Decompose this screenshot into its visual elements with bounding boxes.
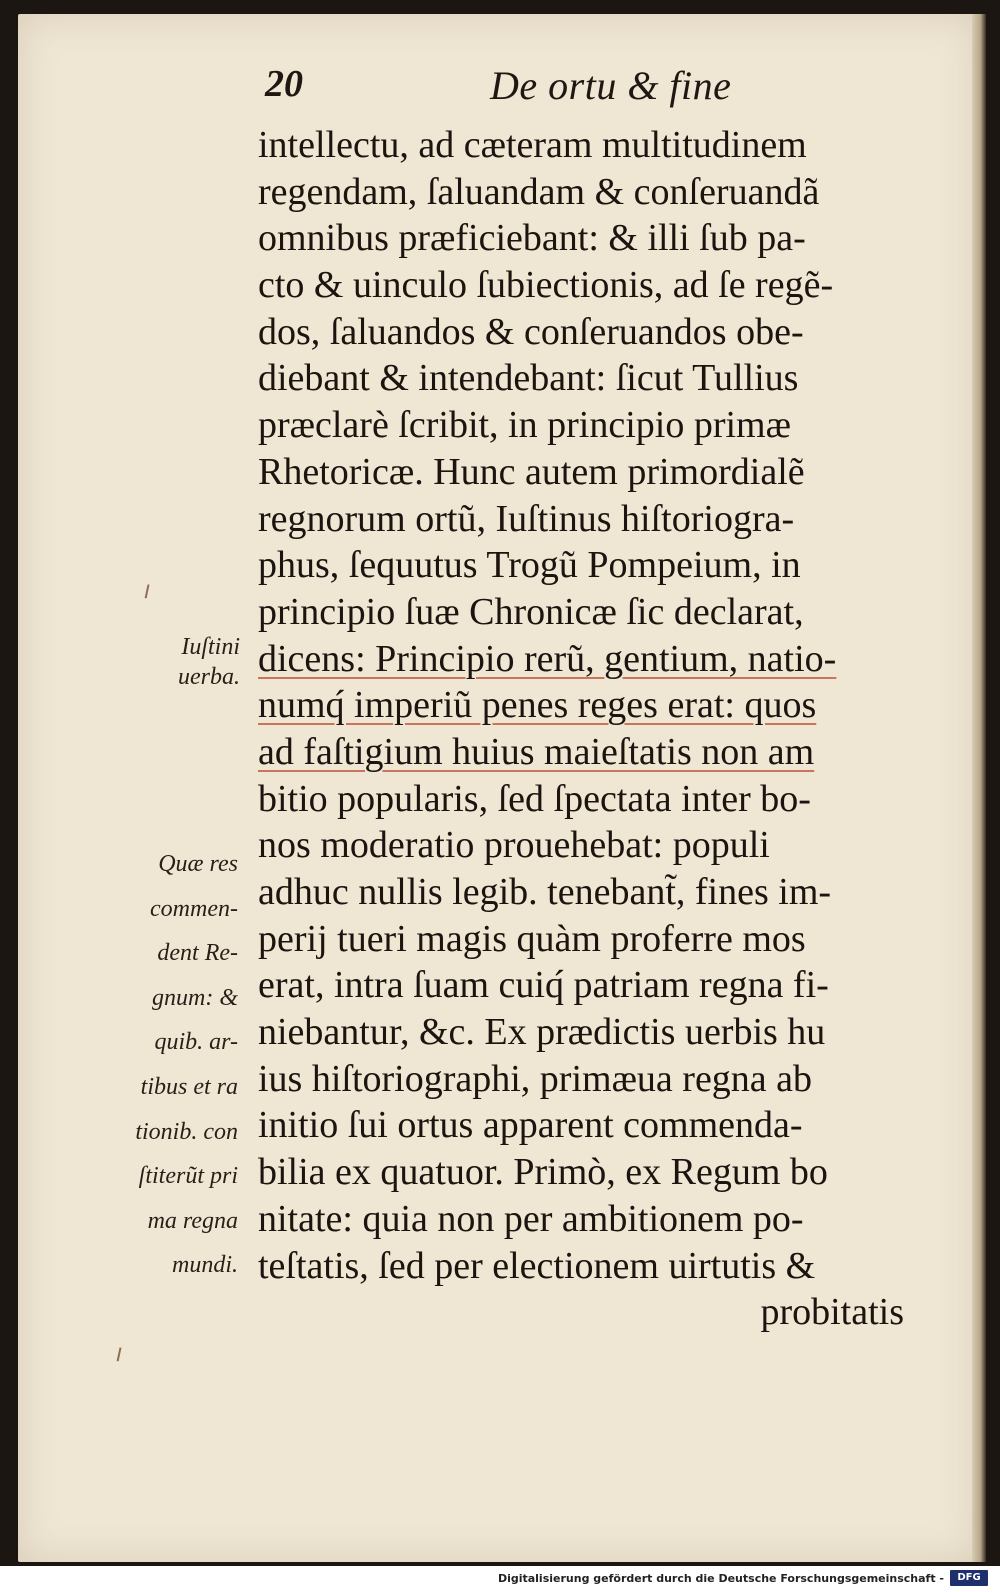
text-line-underlined: numq́ imperiũ penes reges erat: quos: [258, 684, 817, 727]
text-line: adhuc nullis legib. tenebant̃, fines im-: [258, 871, 832, 913]
catchword: probitatis: [760, 1291, 904, 1334]
footer-credit: Digitalisierung gefördert durch die Deutsche Forschungsgemeinschaft -: [497, 1572, 944, 1585]
text-line: regendam, ſaluandam & conſeruandã: [258, 170, 820, 213]
page-edge: [972, 14, 986, 1562]
text-line-underlined: dicens: Principio rerũ, gentium, natio-: [258, 637, 837, 680]
running-head: [265, 62, 865, 118]
text-line: nitate: quia non per ambitionem po-: [258, 1197, 804, 1240]
text-line: intellectu, ad cæteram multitudinem: [258, 124, 807, 166]
text-line: omnibus præficiebant: & illi ſub pa-: [258, 217, 806, 260]
marginal-note-line: tionib. con: [135, 1118, 238, 1145]
marginal-note-line: ma regna: [147, 1207, 238, 1234]
dfg-logo: DFG: [950, 1570, 988, 1586]
marginal-note-line: Iuſtini: [181, 634, 240, 660]
marginal-note-line: mundi.: [172, 1252, 238, 1279]
text-line: ius hiſtoriographi, primæua regna ab: [258, 1057, 813, 1100]
text-line: niebantur, &c. Ex prædictis uerbis hu: [258, 1011, 826, 1054]
text-line: regnorum ortũ, Iuſtinus hiſtoriogra-: [258, 497, 795, 540]
text-line: teſtatis, ſed per electionem uirtutis &: [258, 1244, 816, 1287]
text-line: phus, ſequutus Trogũ Pompeium, in: [258, 544, 801, 587]
marginal-note-line: tibus et ra: [140, 1073, 238, 1100]
text-line: erat, intra ſuam cuiq́ patriam regna fi-: [258, 964, 829, 1007]
text-line: Rhetoricæ. Hunc autem primordialẽ: [258, 450, 805, 493]
marginal-note-line: quib. ar-: [154, 1029, 238, 1056]
text-line: dos, ſaluandos & conſeruandos obe-: [258, 310, 804, 353]
marginal-note-line: dent Re-: [157, 940, 238, 967]
text-line: cto & uinculo ſubiectionis, ad ſe regẽ-: [258, 264, 834, 307]
marginal-note-line: Quæ res: [158, 851, 238, 877]
text-line: initio ſui ortus apparent commenda-: [258, 1104, 803, 1147]
marginal-note-justini: [120, 632, 240, 692]
marginal-note-quae-res: [70, 842, 238, 1288]
text-line: bitio popularis, ſed ſpectata inter bo-: [258, 777, 811, 820]
body-text: [258, 122, 928, 1336]
text-line: bilia ex quatuor. Primò, ex Regum bo: [258, 1151, 828, 1194]
text-line: principio ſuæ Chronicæ ſic declarat,: [258, 590, 804, 633]
text-line: præclarè ſcribit, in principio primæ: [258, 404, 791, 447]
text-line: perij tueri magis quàm proferre mos: [258, 917, 806, 960]
page-number: 20: [265, 63, 303, 105]
running-head-title: De ortu & fine: [490, 63, 732, 108]
marginal-note-line: uerba.: [178, 664, 240, 690]
marginal-note-line: gnum: &: [152, 984, 238, 1011]
marginal-note-line: commen-: [150, 895, 238, 922]
text-line: diebant & intendebant: ſicut Tullius: [258, 357, 799, 400]
text-line-underlined: ad faſtigium huius maieſtatis non am: [258, 730, 815, 773]
text-line: nos moderatio prouehebat: populi: [258, 824, 770, 867]
marginal-note-line: ſtiterũt pri: [138, 1163, 238, 1190]
